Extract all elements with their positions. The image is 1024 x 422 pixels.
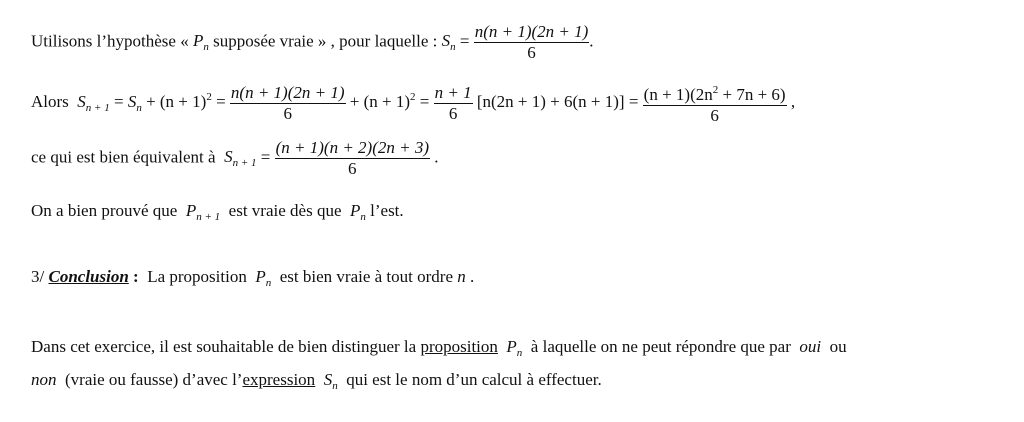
num-part: + 7n + 6) xyxy=(718,85,786,104)
math-sn xyxy=(128,92,142,114)
var: P xyxy=(350,201,361,220)
math-pn xyxy=(193,31,209,53)
text: ce qui est bien équivalent à xyxy=(31,147,216,167)
fraction xyxy=(230,83,346,124)
math-pn xyxy=(506,337,522,359)
period: . xyxy=(434,147,439,167)
denominator: 6 xyxy=(283,103,292,123)
underlined-term: expression xyxy=(242,370,316,389)
denominator: 6 xyxy=(527,43,536,62)
text: l’est. xyxy=(370,201,404,220)
sub: n xyxy=(136,101,142,114)
section-number: 3/ xyxy=(31,267,45,286)
sub: n + 1 xyxy=(196,211,221,223)
var: P xyxy=(192,31,204,51)
math-pn xyxy=(255,267,271,289)
equals: = xyxy=(113,91,124,111)
text: Dans cet exercice, il est souhaitable de bien distinguer la xyxy=(31,337,417,356)
section-title: Conclusion xyxy=(48,267,129,286)
sub: n xyxy=(360,211,366,223)
numerator: n(n + 1)(2n + 1) xyxy=(230,82,345,102)
exponent: 2 xyxy=(206,90,212,103)
num-part: (n + 1)(2n xyxy=(643,85,713,104)
denominator: 6 xyxy=(348,159,357,178)
remark-line-1 xyxy=(31,337,847,359)
var: P xyxy=(506,337,517,356)
bracket-expression: [n(2n + 1) + 6(n + 1)] xyxy=(476,91,625,111)
sub: n + 1 xyxy=(85,101,110,114)
term: + (n + 1) xyxy=(349,91,410,111)
var: S xyxy=(441,31,451,51)
numerator: (n + 1)(n + 2)(2n + 3) xyxy=(275,138,429,157)
math-pn xyxy=(350,201,366,223)
hypothesis-line xyxy=(31,22,594,63)
text: est bien vraie à tout ordre xyxy=(279,267,453,286)
text: supposée vraie » , pour laquelle : xyxy=(213,31,438,51)
var: S xyxy=(224,147,233,167)
fraction xyxy=(474,22,590,63)
sub: n xyxy=(450,41,456,54)
numerator xyxy=(643,80,787,106)
sub: n xyxy=(516,347,523,359)
sub: n xyxy=(203,41,209,54)
numerator: n(n + 1)(2n + 1) xyxy=(474,22,589,41)
math-pn1 xyxy=(186,201,220,223)
text: est vraie dès que xyxy=(228,201,342,220)
text: La proposition xyxy=(147,267,247,286)
denominator: 6 xyxy=(448,103,458,123)
var: P xyxy=(185,201,197,220)
remark-line-2 xyxy=(31,370,602,392)
exponent: 2 xyxy=(410,90,416,103)
equals: = xyxy=(628,91,639,111)
italic-word: oui xyxy=(799,337,822,356)
equals: = xyxy=(459,31,470,51)
text: Alors xyxy=(31,91,69,111)
sub: n xyxy=(332,380,338,392)
var: n xyxy=(457,267,466,286)
equals: = xyxy=(216,91,226,111)
text: (vraie ou fausse) d’avec l’ xyxy=(65,370,243,389)
fraction xyxy=(643,80,787,126)
colon: : xyxy=(133,267,139,286)
numerator: n + 1 xyxy=(434,82,472,102)
fraction xyxy=(275,138,430,179)
var: S xyxy=(77,91,86,111)
text: qui est le nom d’un calcul à effectuer. xyxy=(346,370,602,389)
exponent: 2 xyxy=(712,84,719,96)
text: ou xyxy=(829,337,847,356)
period: . xyxy=(470,267,475,286)
var: S xyxy=(323,370,333,389)
sub: n + 1 xyxy=(232,157,257,170)
var: S xyxy=(127,91,137,111)
fraction xyxy=(434,83,473,124)
equals: = xyxy=(419,91,430,111)
math-sn xyxy=(442,31,456,53)
conclusion-line xyxy=(31,267,474,289)
var: P xyxy=(255,267,266,286)
underlined-term: proposition xyxy=(420,337,498,356)
proof-line xyxy=(31,201,404,223)
math-sn xyxy=(324,370,338,392)
denominator: 6 xyxy=(710,106,719,125)
italic-word: non xyxy=(31,370,57,389)
period: . xyxy=(589,31,594,51)
comma: , xyxy=(790,91,796,111)
text: Utilisons l’hypothèse « xyxy=(31,31,189,51)
equivalence-line xyxy=(31,138,439,179)
induction-step-line xyxy=(31,80,795,126)
equals: = xyxy=(260,147,271,167)
math-sn1 xyxy=(224,147,256,169)
text: On a bien prouvé que xyxy=(31,201,178,220)
term: + (n + 1) xyxy=(146,91,207,111)
text: à laquelle on ne peut répondre que par xyxy=(530,337,791,356)
sub: n xyxy=(265,277,272,289)
math-sn1 xyxy=(77,92,109,114)
